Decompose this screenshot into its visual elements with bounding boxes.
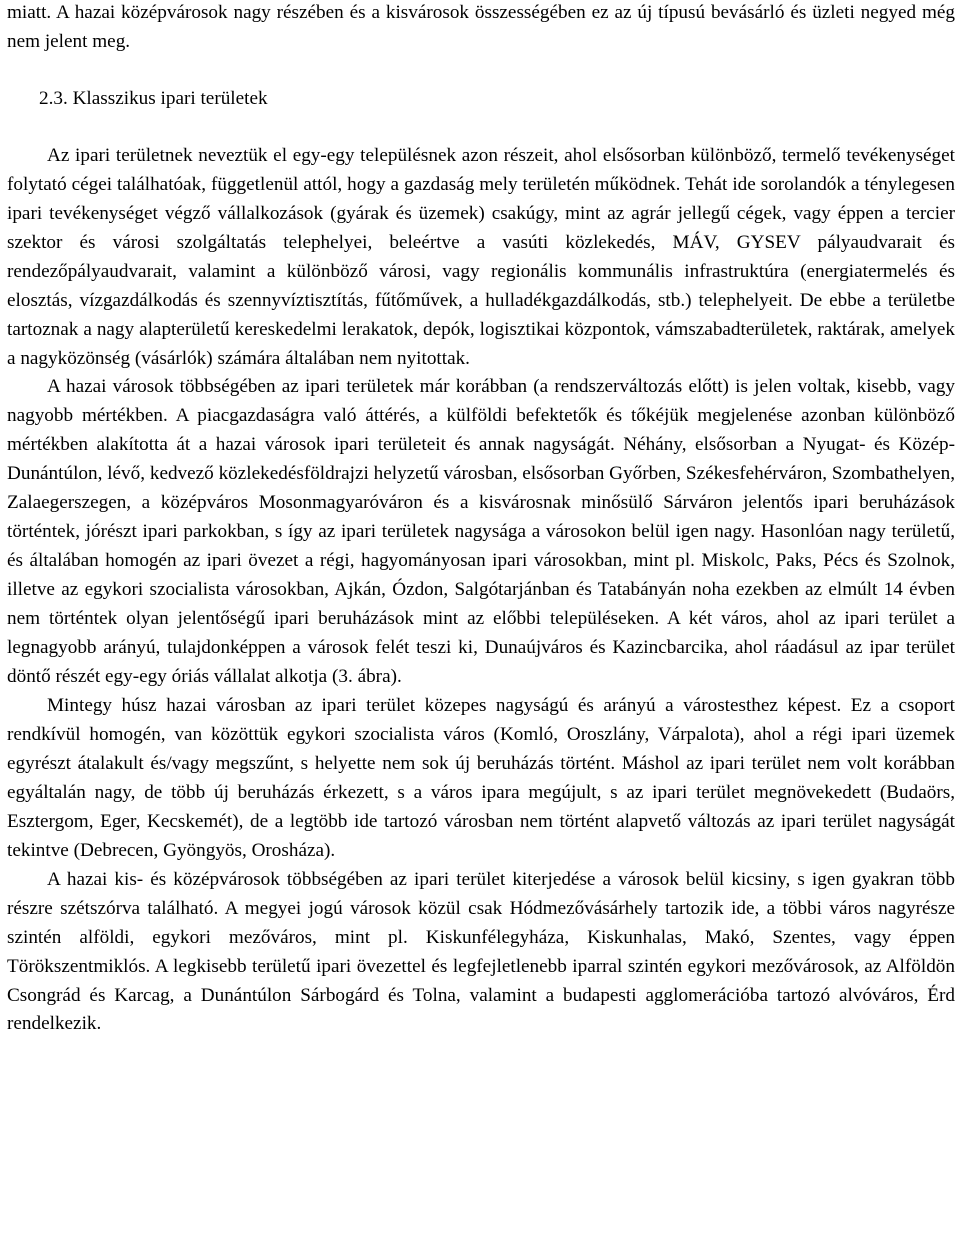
paragraph-definition: Az ipari területnek neveztük el egy-egy településnek azon részeit, ahol elsősorban különböző, termelő tevékenységet folytató cégei találhatóak, függetlenül attól, hogy a gazdaság mely területén működnek. Tehát ide sorolandók a ténylegesen ipari tevékenységet végző vállalkozások (gyárak és üzemek) csakúgy, mint az agrár jellegű cégek, vagy éppen a tercier szektor és városi szolgáltatás telephelyei, beleértve a vasúti közlekedés, MÁV, GYSEV pályaudvarait és rendezőpályaudvarait, valamint a különböző városi, vagy regionális kommunális infrastruktúra (energiatermelés és elosztás, vízgazdálkodás és szennyvíztisztítás, fűtőművek, a hulladékgazdálkodás, stb.) telephelyeit. De ebbe a területbe tartoznak a nagy alapterületű kereskedelmi lerakatok, depók, logisztikai központok, vámszabadterületek, raktárak, amelyek a nagyközönség (vásárlók) számára általában nem nyitottak. [7,144,955,369]
section-heading: 2.3. Klasszikus ipari területek [39,87,268,109]
paragraph-cities: A hazai városok többségében az ipari területek már korábban (a rendszerváltozás előtt) is jelen voltak, kisebb, vagy nagyobb mértékben. A piacgazdaságra való áttérés, a külföldi befektetők és tőkéjük megjelenése azonban különböző mértékben alakította át a hazai városok ipari területeit és annak nagyságát. Néhány, elsősorban a Nyugat- és Közép-Dunántúlon, lévő, kedvező közlekedésföldrajzi helyzetű városban, elsősorban Győrben, Székesfehérváron, Szombathelyen, Zalaegerszegen, a középváros Mosonmagyaróváron és a kisvárosnak minősülő Sárváron jelentős ipari beruházások történtek, jórészt ipari parkokban, s így az ipari területek nagysága a városokon belül igen nagy. Hasonlóan nagy területű, és általában homogén az ipari övezet a régi, hagyományosan ipari városokban, mint pl. Miskolc, Paks, Pécs és Szolnok, illetve az egykori szocialista városokban, Ajkán, Ózdon, Salgótarjánban és Tatabányán noha ezekben az elmúlt 14 évben nem történtek olyan jelentőségű ipari beruházások mint az előbbi településeken. A két város, ahol az ipari terület a legnagyobb arányú, tulajdonképpen a városok felét teszi ki, Dunaújváros és Kazincbarcika, ahol ráadásul az ipar terület döntő részét egy-egy óriás vállalat alkotja (3. ábra). [7,376,955,688]
document-page [7,0,955,1039]
paragraph-medium: Mintegy húsz hazai városban az ipari terület közepes nagyságú és arányú a várostesthez képest. Ez a csoport rendkívül homogén, van közöttük egykori szocialista város (Komló, Oroszlány, Várpalota), ahol a régi ipari üzemek egyrészt átalakult és/vagy megszűnt, s helyette nem sok új beruházás történt. Máshol az ipari terület nem volt korábban egyáltalán nagy, de több új beruházás érkezett, s a város ipara megújult, s az ipari terület megnövekedett (Budaörs, Esztergom, Eger, Kecskemét), de a legtöbb ide tartozó városban nem történt alapvető változás az ipari terület nagyságát tekintve (Debrecen, Gyöngyös, Orosháza). [7,694,955,861]
paragraph-intro: miatt. A hazai középvárosok nagy részében és a kisvárosok összességében ez az új típusú bevásárló és üzleti negyed még nem jelent meg. [7,2,955,52]
paragraph-small: A hazai kis- és középvárosok többségében az ipari terület kiterjedése a városok belül kicsiny, s igen gyakran több részre szétszórva található. A megyei jogú városok közül csak Hódmezővásárhely tartozik ide, a többi város nagyrésze szintén alföldi, egykori mezőváros, mint pl. Kiskunfélegyháza, Kiskunhalas, Makó, Szentes, vagy éppen Törökszentmiklós. A legkisebb területű ipari övezettel és legfejletlenebb iparral szintén egykori mezővárosok, az Alföldön Csongrád és Karcag, a Dunántúlon Sárbogárd és Tolna, valamint a budapesti agglomerációba tartozó alvóváros, Érd rendelkezik. [7,868,955,1035]
